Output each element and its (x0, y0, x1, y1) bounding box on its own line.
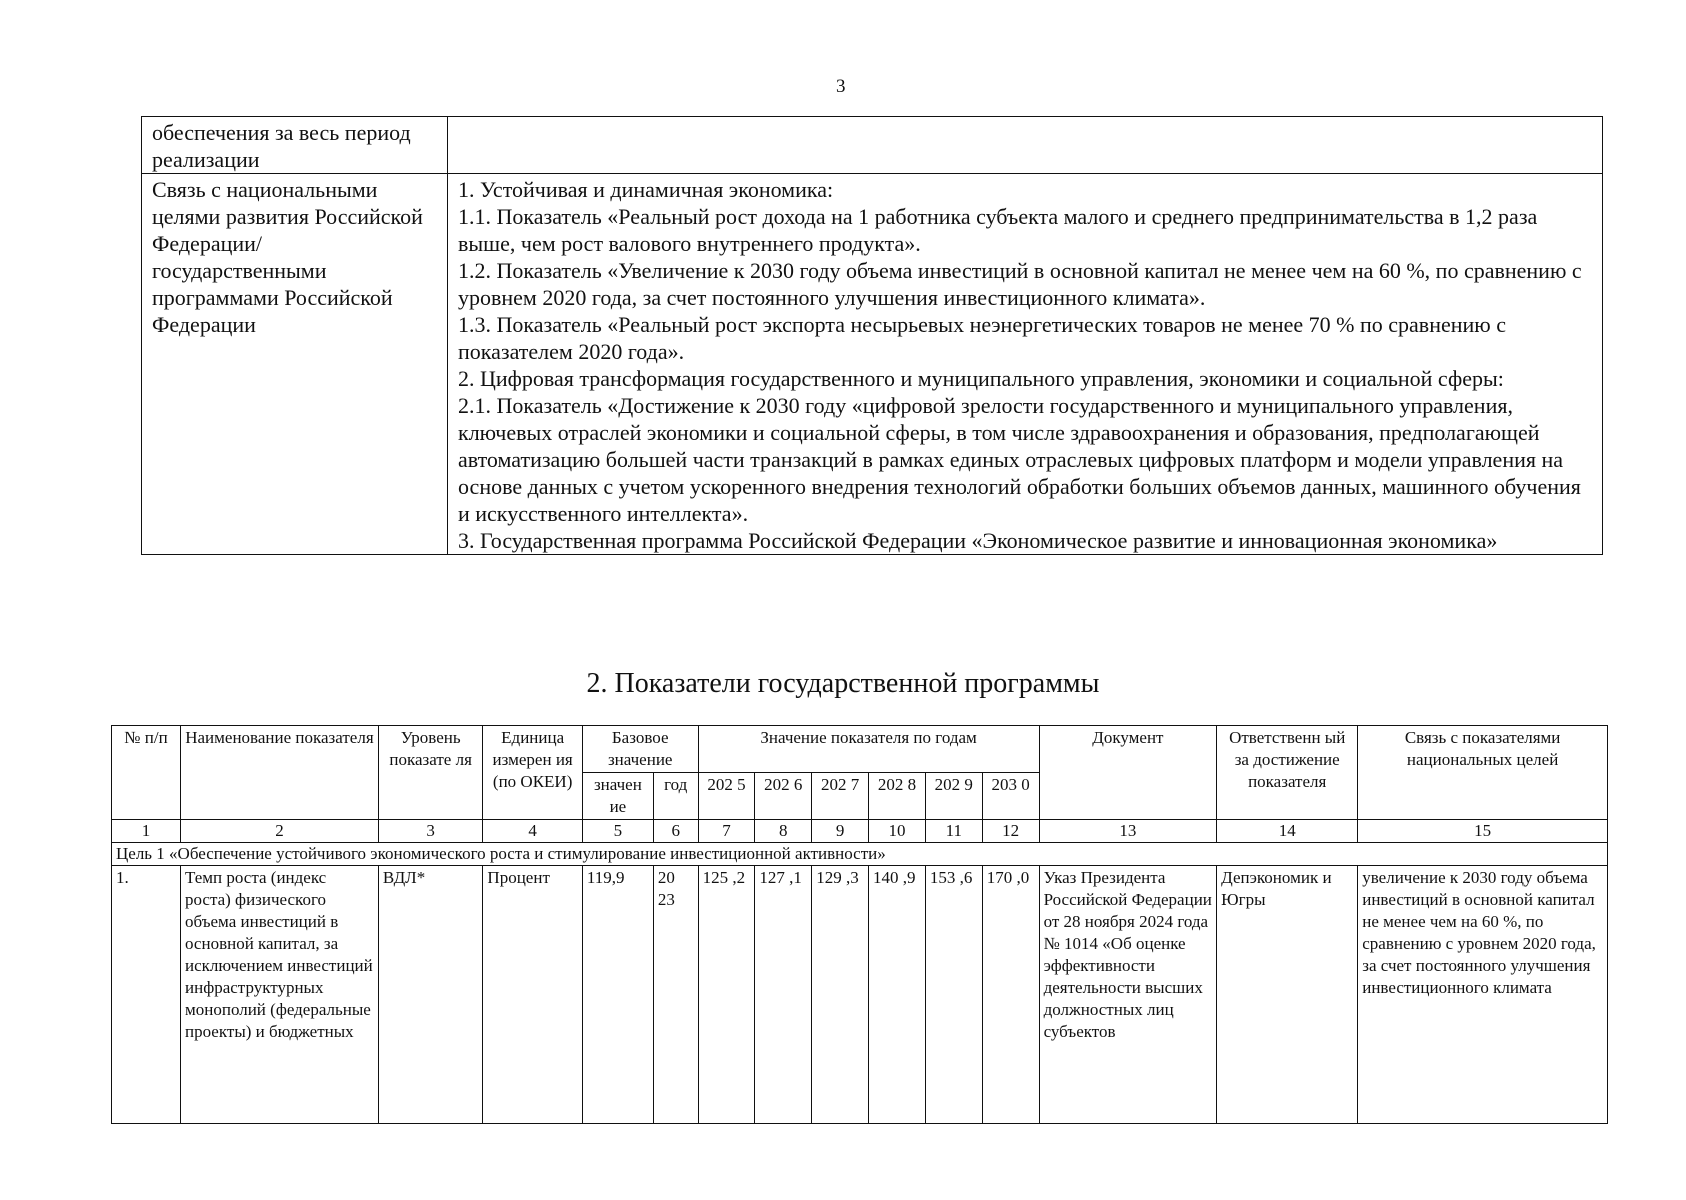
row-unit: Процент (483, 866, 582, 1124)
header-year: 202 9 (925, 773, 982, 820)
passport-row-label: обеспечения за весь период реализации (142, 117, 448, 174)
row-year-value: 129 ,3 (812, 866, 869, 1124)
column-number: 8 (755, 820, 812, 843)
column-number: 13 (1039, 820, 1217, 843)
passport-line: 1.3. Показатель «Реальный рост экспорта несырьевых неэнергетических товаров не менее 70 % по сравнению с показателем 2020 года». (458, 312, 1506, 364)
row-document: Указ Президента Российской Федерации от 28 ноября 2024 года № 1014 «Об оценке эффективности деятельности высших должностных лиц субъектов (1039, 866, 1217, 1124)
header-link: Связь с показателями национальных целей (1358, 726, 1608, 820)
header-year: 202 7 (812, 773, 869, 820)
table-row (112, 866, 1608, 1124)
header-base-year: год (653, 773, 698, 820)
header-year: 202 6 (755, 773, 812, 820)
passport-line: 1.2. Показатель «Увеличение к 2030 году объема инвестиций в основной капитал не менее чем на 60 %, по сравнению с уровнем 2020 года, за счет постоянного улучшения инвестиционного климата». (458, 258, 1582, 310)
column-number: 11 (925, 820, 982, 843)
row-base-year: 20 23 (653, 866, 698, 1124)
column-number: 4 (483, 820, 582, 843)
row-year-value: 153 ,6 (925, 866, 982, 1124)
passport-line: 2.1. Показатель «Достижение к 2030 году «цифровой зрелости государственного и муниципального управления, ключевых отраслей экономики и социальной сферы, в том числе здравоохранения и образования, предполагающей автоматизацию большей части транзакций в рамках единых отраслевых цифровых платформ и модели управления на основе данных с учетом ускоренного внедрения технологий обработки больших объемов данных, машинного обучения и искусственного интеллекта». (458, 393, 1581, 526)
column-number: 10 (869, 820, 926, 843)
header-unit: Единица измерен ия (по ОКЕИ) (483, 726, 582, 820)
column-number: 7 (698, 820, 755, 843)
column-number-row (112, 820, 1608, 843)
passport-row-label: Связь с национальными целями развития Российской Федерации/ государственными программами Российской Федерации (142, 174, 448, 555)
column-number: 14 (1217, 820, 1358, 843)
row-num: 1. (112, 866, 181, 1124)
passport-line: 1.1. Показатель «Реальный рост дохода на 1 работника субъекта малого и среднего предпринимательства в 1,2 раза выше, чем рост валового внутреннего продукта». (458, 204, 1538, 256)
header-year: 202 5 (698, 773, 755, 820)
row-name: Темп роста (индекс роста) физического объема инвестиций в основной капитал, за исключением инвестиций инфраструктурных монополий (федеральные проекты) и бюджетных (181, 866, 379, 1124)
passport-row (142, 117, 1603, 174)
column-number: 15 (1358, 820, 1608, 843)
header-base: Базовое значение (582, 726, 698, 773)
row-level: ВДЛ* (378, 866, 483, 1124)
row-year-value: 140 ,9 (869, 866, 926, 1124)
column-number: 5 (582, 820, 653, 843)
passport-line: 1. Устойчивая и динамичная экономика: (458, 177, 834, 202)
row-year-value: 170 ,0 (982, 866, 1039, 1124)
column-number: 12 (982, 820, 1039, 843)
column-number: 1 (112, 820, 181, 843)
header-base-value: значен ие (582, 773, 653, 820)
header-responsible: Ответственн ый за достижение показателя (1217, 726, 1358, 820)
header-year: 202 8 (869, 773, 926, 820)
header-num: № п/п (112, 726, 181, 820)
column-number: 2 (181, 820, 379, 843)
row-year-value: 125 ,2 (698, 866, 755, 1124)
passport-row-value (448, 174, 1603, 555)
row-link: увеличение к 2030 году объема инвестиций в основной капитал не менее чем на 60 %, по сравнению с уровнем 2020 года, за счет постоянного улучшения инвестиционного климата (1358, 866, 1608, 1124)
header-year: 203 0 (982, 773, 1039, 820)
section-title: 2. Показатели государственной программы (586, 668, 1100, 699)
header-document: Документ (1039, 726, 1217, 820)
header-by-years: Значение показателя по годам (698, 726, 1039, 773)
passport-line: 2. Цифровая трансформация государственного и муниципального управления, экономики и социальной сферы: (458, 366, 1504, 391)
row-responsible: Депэкономик и Югры (1217, 866, 1358, 1124)
goal-title: Цель 1 «Обеспечение устойчивого экономического роста и стимулирование инвестиционной активности» (112, 843, 1608, 866)
goal-row (112, 843, 1608, 866)
indicators-table (111, 725, 1608, 1124)
row-year-value: 127 ,1 (755, 866, 812, 1124)
header-name: Наименование показателя (181, 726, 379, 820)
page-number: 3 (836, 76, 846, 97)
passport-row (142, 174, 1603, 555)
passport-row-value (448, 117, 1603, 174)
header-level: Уровень показате ля (378, 726, 483, 820)
header-row (112, 726, 1608, 773)
column-number: 3 (378, 820, 483, 843)
passport-table (141, 116, 1603, 555)
passport-line: 3. Государственная программа Российской Федерации «Экономическое развитие и инновационная экономика» (458, 528, 1498, 553)
column-number: 6 (653, 820, 698, 843)
row-base-value: 119,9 (582, 866, 653, 1124)
column-number: 9 (812, 820, 869, 843)
